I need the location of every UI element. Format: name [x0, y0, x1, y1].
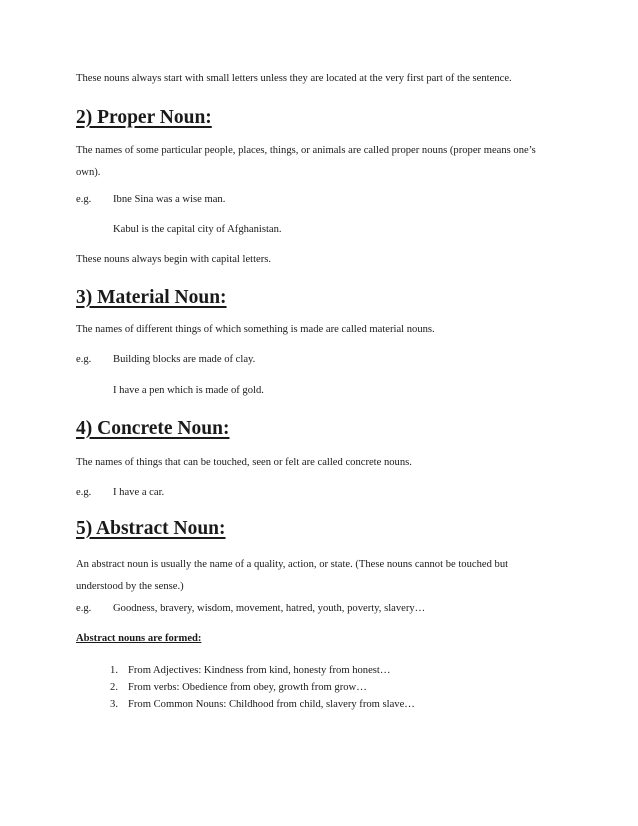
intro-paragraph: These nouns always start with small letters unless they are located at the very first part of the sentence. [76, 73, 512, 84]
list-number: 1. [110, 665, 118, 676]
concrete-noun-definition: The names of things that can be touched, seen or felt are called concrete nouns. [76, 457, 412, 468]
list-text: From Adjectives: Kindness from kind, honesty from honest… [128, 665, 391, 676]
material-eg-label: e.g. [76, 354, 92, 365]
concrete-noun-heading: 4) Concrete Noun: [76, 418, 230, 439]
abstract-noun-definition: An abstract noun is usually the name of a quality, action, or state. (These nouns cannot be touched but understood by the sense.) [76, 559, 509, 592]
list-item [100, 679, 367, 696]
list-text: From Common Nouns: Childhood from child, slavery from slave… [128, 699, 415, 710]
material-example-1: Building blocks are made of clay. [113, 354, 256, 365]
list-item [100, 696, 415, 713]
proper-noun-definition: The names of some particular people, places, things, or animals are called proper nouns (proper means one’s own). [76, 145, 536, 178]
abstract-example-1: Goodness, bravery, wisdom, movement, hatred, youth, poverty, slavery… [113, 603, 426, 614]
abstract-formed-heading: Abstract nouns are formed: [76, 633, 202, 644]
proper-example-1: Ibne Sina was a wise man. [113, 194, 226, 205]
material-noun-definition: The names of different things of which something is made are called material nouns. [76, 324, 435, 335]
list-number: 3. [110, 699, 118, 710]
proper-example-2: Kabul is the capital city of Afghanistan. [113, 224, 282, 235]
proper-eg-label: e.g. [76, 194, 92, 205]
proper-noun-note: These nouns always begin with capital letters. [76, 254, 272, 265]
material-example-2: I have a pen which is made of gold. [113, 385, 264, 396]
list-number: 2. [110, 682, 118, 693]
list-item [100, 662, 390, 679]
proper-noun-heading: 2) Proper Noun: [76, 107, 212, 128]
abstract-eg-label: e.g. [76, 603, 92, 614]
concrete-eg-label: e.g. [76, 487, 92, 498]
material-noun-heading: 3) Material Noun: [76, 287, 227, 308]
list-text: From verbs: Obedience from obey, growth from grow… [128, 682, 367, 693]
abstract-noun-heading: 5) Abstract Noun: [76, 518, 226, 539]
concrete-example-1: I have a car. [113, 487, 165, 498]
